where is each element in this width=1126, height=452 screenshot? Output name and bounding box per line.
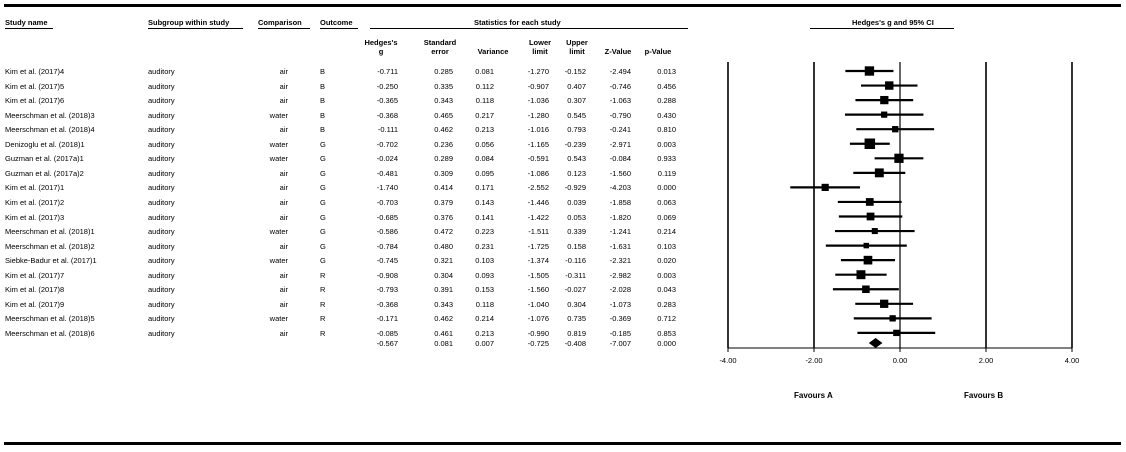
summary-p: 0.000: [657, 339, 676, 348]
cell-lower-limit: -1.725: [527, 241, 549, 251]
cell-variance: 0.095: [475, 168, 494, 178]
effect-marker: [889, 315, 895, 321]
cell-p-value: 0.214: [657, 227, 676, 237]
cell-subgroup: auditory: [148, 110, 175, 120]
cell-z-value: -2.028: [609, 285, 631, 295]
cell-outcome: B: [320, 110, 326, 120]
cell-variance: 0.118: [475, 96, 494, 106]
effect-marker: [865, 66, 874, 75]
cell-hedges-g: -0.745: [376, 256, 398, 266]
effect-marker: [894, 154, 903, 163]
cell-hedges-g: -0.711: [377, 67, 398, 76]
x-tick-label: 4.00: [1064, 356, 1080, 365]
summary-g: -0.567: [376, 339, 398, 348]
cell-comparison: water: [269, 110, 288, 120]
cell-lower-limit: -1.446: [527, 197, 549, 207]
cell-comparison: air: [279, 241, 288, 251]
cell-outcome: G: [320, 197, 326, 207]
cell-subgroup: auditory: [148, 154, 175, 164]
cell-p-value: 0.853: [657, 328, 676, 338]
x-tick-label: 0.00: [892, 356, 908, 365]
cell-outcome: G: [320, 154, 326, 164]
cell-hedges-g: -0.685: [376, 212, 398, 222]
cell-z-value: -1.858: [609, 197, 631, 207]
cell-lower-limit: -1.511: [528, 227, 549, 237]
cell-study-name: Meerschman et al. (2018)1: [5, 227, 95, 237]
cell-z-value: -1.560: [609, 168, 631, 178]
cell-hedges-g: -0.908: [376, 270, 398, 280]
cell-outcome: R: [320, 314, 326, 324]
effect-marker: [892, 126, 898, 132]
effect-marker: [867, 213, 875, 221]
header-study-name: Study name: [5, 18, 48, 27]
cell-subgroup: auditory: [148, 183, 175, 193]
cell-p-value: 0.283: [657, 299, 676, 309]
cell-lower-limit: -2.552: [527, 183, 549, 193]
cell-comparison: air: [279, 197, 288, 207]
cell-outcome: B: [320, 96, 326, 106]
cell-upper-limit: -0.311: [565, 270, 586, 280]
effect-marker: [875, 168, 884, 177]
cell-subgroup: auditory: [148, 81, 175, 91]
cell-p-value: 0.003: [657, 270, 676, 280]
cell-p-value: 0.013: [657, 67, 676, 76]
cell-upper-limit: -0.027: [564, 285, 586, 295]
cell-subgroup: auditory: [148, 314, 175, 324]
cell-hedges-g: -0.368: [376, 110, 398, 120]
cell-z-value: -0.746: [609, 81, 631, 91]
cell-outcome: G: [320, 168, 326, 178]
cell-study-name: Guzman et al. (2017a)2: [5, 168, 84, 178]
x-tick-label: -2.00: [805, 356, 823, 365]
cell-comparison: air: [279, 183, 288, 193]
cell-comparison: water: [269, 139, 288, 149]
cell-z-value: -2.982: [609, 270, 631, 280]
effect-marker: [866, 198, 874, 206]
cell-standard-error: 0.462: [434, 125, 453, 135]
cell-hedges-g: -0.702: [376, 139, 398, 149]
cell-study-name: Kim et al. (2017)8: [5, 285, 65, 295]
cell-z-value: -0.790: [609, 110, 631, 120]
cell-standard-error: 0.343: [434, 96, 453, 106]
cell-variance: 0.143: [475, 197, 494, 207]
cell-lower-limit: -1.086: [527, 168, 549, 178]
cell-standard-error: 0.309: [434, 168, 453, 178]
header-z-value: Z-Value: [604, 47, 632, 56]
cell-p-value: 0.288: [657, 96, 676, 106]
cell-comparison: water: [269, 154, 288, 164]
summary-se: 0.081: [434, 339, 453, 348]
cell-lower-limit: -1.560: [527, 285, 549, 295]
cell-standard-error: 0.285: [434, 67, 453, 76]
cell-comparison: water: [269, 227, 288, 237]
cell-lower-limit: -1.280: [527, 110, 549, 120]
cell-hedges-g: -0.784: [376, 241, 398, 251]
cell-p-value: 0.430: [657, 110, 676, 120]
cell-p-value: 0.456: [657, 81, 676, 91]
cell-hedges-g: -0.250: [376, 81, 398, 91]
cell-subgroup: auditory: [148, 125, 175, 135]
cell-hedges-g: -0.368: [376, 299, 398, 309]
cell-study-name: Meerschman et al. (2018)3: [5, 110, 95, 120]
cell-outcome: G: [320, 139, 326, 149]
cell-upper-limit: 0.819: [567, 328, 586, 338]
cell-z-value: -0.369: [609, 314, 631, 324]
cell-subgroup: auditory: [148, 168, 175, 178]
cell-lower-limit: -1.422: [527, 212, 549, 222]
cell-lower-limit: -0.591: [527, 154, 549, 164]
cell-comparison: air: [279, 270, 288, 280]
cell-comparison: air: [279, 328, 288, 338]
header-lower-limit: Lower limit: [528, 38, 552, 56]
favours-a-label: Favours A: [794, 391, 833, 400]
cell-comparison: water: [269, 314, 288, 324]
cell-upper-limit: -0.116: [565, 256, 586, 266]
cell-variance: 0.141: [475, 212, 494, 222]
summary-variance: 0.007: [475, 339, 494, 348]
cell-z-value: -1.241: [609, 227, 631, 237]
cell-upper-limit: 0.304: [567, 299, 586, 309]
cell-z-value: -0.084: [609, 154, 631, 164]
cell-p-value: 0.069: [657, 212, 676, 222]
header-p-value: p-Value: [644, 47, 672, 56]
cell-standard-error: 0.376: [434, 212, 453, 222]
cell-hedges-g: -0.586: [376, 227, 398, 237]
cell-outcome: B: [320, 67, 326, 76]
cell-z-value: -1.820: [609, 212, 631, 222]
cell-p-value: 0.020: [657, 256, 676, 266]
header-outcome: Outcome: [320, 18, 353, 27]
cell-standard-error: 0.304: [434, 270, 453, 280]
cell-comparison: air: [279, 299, 288, 309]
cell-outcome: B: [320, 81, 326, 91]
cell-variance: 0.118: [475, 299, 494, 309]
cell-subgroup: auditory: [148, 285, 175, 295]
summary-z: -7.007: [609, 339, 631, 348]
cell-upper-limit: 0.735: [567, 314, 586, 324]
effect-marker: [893, 330, 899, 336]
header-upper-limit: Upper limit: [566, 38, 588, 56]
cell-outcome: R: [320, 270, 326, 280]
cell-lower-limit: -1.076: [527, 314, 549, 324]
effect-marker: [880, 300, 888, 308]
cell-z-value: -2.971: [609, 139, 631, 149]
cell-upper-limit: 0.158: [567, 241, 586, 251]
cell-z-value: -0.241: [609, 125, 631, 135]
cell-p-value: 0.103: [657, 241, 676, 251]
header-variance: Variance: [477, 47, 509, 56]
cell-subgroup: auditory: [148, 241, 175, 251]
cell-standard-error: 0.289: [434, 154, 453, 164]
x-tick-label: -4.00: [719, 356, 737, 365]
cell-variance: 0.213: [475, 125, 494, 135]
effect-marker: [856, 270, 865, 279]
header-standard-error: Standard error: [423, 38, 457, 56]
cell-p-value: 0.119: [657, 168, 676, 178]
cell-upper-limit: 0.545: [567, 110, 586, 120]
cell-hedges-g: -0.024: [376, 154, 398, 164]
cell-lower-limit: -1.016: [527, 125, 549, 135]
cell-study-name: Meerschman et al. (2018)6: [5, 328, 95, 338]
cell-hedges-g: -0.703: [376, 197, 398, 207]
cell-z-value: -2.494: [609, 67, 631, 76]
header-subgroup: Subgroup within study: [148, 18, 230, 27]
cell-p-value: 0.712: [657, 314, 676, 324]
cell-z-value: -1.063: [609, 96, 631, 106]
cell-study-name: Kim et al. (2017)9: [5, 299, 65, 309]
cell-standard-error: 0.414: [434, 183, 453, 193]
cell-outcome: G: [320, 183, 326, 193]
cell-standard-error: 0.465: [434, 110, 453, 120]
cell-variance: 0.213: [475, 328, 494, 338]
cell-hedges-g: -0.085: [376, 328, 398, 338]
cell-comparison: water: [269, 256, 288, 266]
cell-subgroup: auditory: [148, 256, 175, 266]
cell-standard-error: 0.391: [434, 285, 453, 295]
cell-variance: 0.231: [475, 241, 494, 251]
cell-standard-error: 0.480: [434, 241, 453, 251]
cell-lower-limit: -1.036: [527, 96, 549, 106]
cell-subgroup: auditory: [148, 212, 175, 222]
cell-comparison: air: [279, 125, 288, 135]
summary-lower: -0.725: [527, 339, 549, 348]
cell-outcome: G: [320, 227, 326, 237]
effect-marker: [885, 81, 893, 89]
cell-outcome: G: [320, 256, 326, 266]
effect-marker: [881, 112, 887, 118]
effect-marker: [864, 256, 873, 265]
cell-p-value: 0.063: [657, 197, 676, 207]
cell-hedges-g: -0.793: [376, 285, 398, 295]
cell-study-name: Kim et al. (2017)4: [5, 67, 65, 76]
cell-hedges-g: -0.171: [376, 314, 398, 324]
cell-subgroup: auditory: [148, 227, 175, 237]
favours-b-label: Favours B: [964, 391, 1004, 400]
cell-outcome: R: [320, 285, 326, 295]
cell-upper-limit: 0.123: [567, 168, 586, 178]
cell-z-value: -1.073: [609, 299, 631, 309]
cell-subgroup: auditory: [148, 299, 175, 309]
cell-variance: 0.093: [475, 270, 494, 280]
x-tick-label: 2.00: [978, 356, 994, 365]
cell-outcome: R: [320, 299, 326, 309]
cell-upper-limit: -0.929: [564, 183, 586, 193]
cell-study-name: Kim et al. (2017)5: [5, 81, 65, 91]
cell-standard-error: 0.472: [434, 227, 453, 237]
header-statistics-group: Statistics for each study: [474, 18, 561, 27]
cell-hedges-g: -0.111: [377, 125, 398, 135]
cell-study-name: Kim et al. (2017)6: [5, 96, 65, 106]
effect-marker: [880, 96, 888, 104]
cell-study-name: Denizoglu et al. (2018)1: [5, 139, 85, 149]
cell-study-name: Meerschman et al. (2018)2: [5, 241, 95, 251]
cell-upper-limit: 0.407: [567, 81, 586, 91]
cell-p-value: 0.810: [657, 125, 676, 135]
cell-standard-error: 0.379: [434, 197, 453, 207]
cell-standard-error: 0.343: [434, 299, 453, 309]
cell-subgroup: auditory: [148, 197, 175, 207]
cell-subgroup: auditory: [148, 270, 175, 280]
cell-study-name: Kim et al. (2017)1: [5, 183, 65, 193]
cell-comparison: air: [279, 81, 288, 91]
cell-upper-limit: 0.543: [567, 154, 586, 164]
cell-standard-error: 0.236: [434, 139, 453, 149]
cell-variance: 0.103: [475, 256, 494, 266]
cell-variance: 0.112: [475, 81, 494, 91]
cell-p-value: 0.000: [657, 183, 676, 193]
cell-study-name: Kim et al. (2017)7: [5, 270, 65, 280]
cell-outcome: G: [320, 241, 326, 251]
cell-outcome: G: [320, 212, 326, 222]
cell-variance: 0.081: [475, 67, 494, 76]
cell-subgroup: auditory: [148, 139, 175, 149]
cell-upper-limit: 0.039: [567, 197, 586, 207]
effect-marker: [862, 285, 870, 293]
cell-variance: 0.223: [475, 227, 494, 237]
cell-lower-limit: -1.165: [527, 139, 549, 149]
cell-hedges-g: -0.481: [376, 168, 398, 178]
cell-upper-limit: -0.152: [564, 67, 586, 76]
cell-upper-limit: 0.307: [567, 96, 586, 106]
cell-outcome: R: [320, 328, 326, 338]
cell-z-value: -4.203: [609, 183, 631, 193]
header-ci-group: Hedges's g and 95% CI: [852, 18, 934, 27]
cell-hedges-g: -1.740: [376, 183, 398, 193]
cell-subgroup: auditory: [148, 67, 175, 76]
cell-lower-limit: -1.505: [527, 270, 549, 280]
cell-upper-limit: 0.793: [567, 125, 586, 135]
cell-upper-limit: 0.339: [567, 227, 586, 237]
cell-subgroup: auditory: [148, 328, 175, 338]
cell-variance: 0.056: [475, 139, 494, 149]
header-comparison: Comparison: [258, 18, 302, 27]
cell-upper-limit: -0.239: [564, 139, 586, 149]
cell-upper-limit: 0.053: [567, 212, 586, 222]
cell-variance: 0.217: [475, 110, 494, 120]
cell-comparison: air: [279, 212, 288, 222]
cell-z-value: -0.185: [609, 328, 631, 338]
cell-p-value: 0.933: [657, 154, 676, 164]
cell-lower-limit: -0.990: [527, 328, 549, 338]
cell-lower-limit: -1.270: [527, 67, 549, 76]
header-hedges-g: Hedges's g: [364, 38, 398, 56]
cell-hedges-g: -0.365: [376, 96, 398, 106]
effect-marker: [865, 139, 876, 150]
effect-marker: [872, 228, 878, 234]
cell-variance: 0.171: [475, 183, 494, 193]
cell-lower-limit: -0.907: [527, 81, 549, 91]
cell-study-name: Siebke-Badur et al. (2017)1: [5, 256, 97, 266]
cell-p-value: 0.003: [657, 139, 676, 149]
cell-z-value: -1.631: [609, 241, 631, 251]
cell-outcome: B: [320, 125, 326, 135]
cell-variance: 0.214: [475, 314, 494, 324]
cell-p-value: 0.043: [657, 285, 676, 295]
cell-standard-error: 0.461: [434, 328, 453, 338]
effect-marker: [864, 243, 870, 249]
cell-subgroup: auditory: [148, 96, 175, 106]
cell-study-name: Kim et al. (2017)2: [5, 197, 65, 207]
cell-standard-error: 0.462: [434, 314, 453, 324]
cell-study-name: Meerschman et al. (2018)4: [5, 125, 95, 135]
effect-marker: [822, 184, 829, 191]
cell-standard-error: 0.321: [434, 256, 453, 266]
cell-comparison: air: [279, 168, 288, 178]
cell-comparison: air: [279, 96, 288, 106]
cell-study-name: Guzman et al. (2017a)1: [5, 154, 84, 164]
cell-study-name: Meerschman et al. (2018)5: [5, 314, 95, 324]
cell-lower-limit: -1.374: [527, 256, 549, 266]
cell-lower-limit: -1.040: [527, 299, 549, 309]
cell-variance: 0.153: [475, 285, 494, 295]
cell-variance: 0.084: [475, 154, 494, 164]
cell-comparison: air: [279, 67, 288, 76]
cell-standard-error: 0.335: [434, 81, 453, 91]
cell-comparison: air: [279, 285, 288, 295]
summary-diamond: [869, 338, 883, 348]
cell-study-name: Kim et al. (2017)3: [5, 212, 65, 222]
cell-z-value: -2.321: [609, 256, 631, 266]
summary-upper: -0.408: [564, 339, 586, 348]
